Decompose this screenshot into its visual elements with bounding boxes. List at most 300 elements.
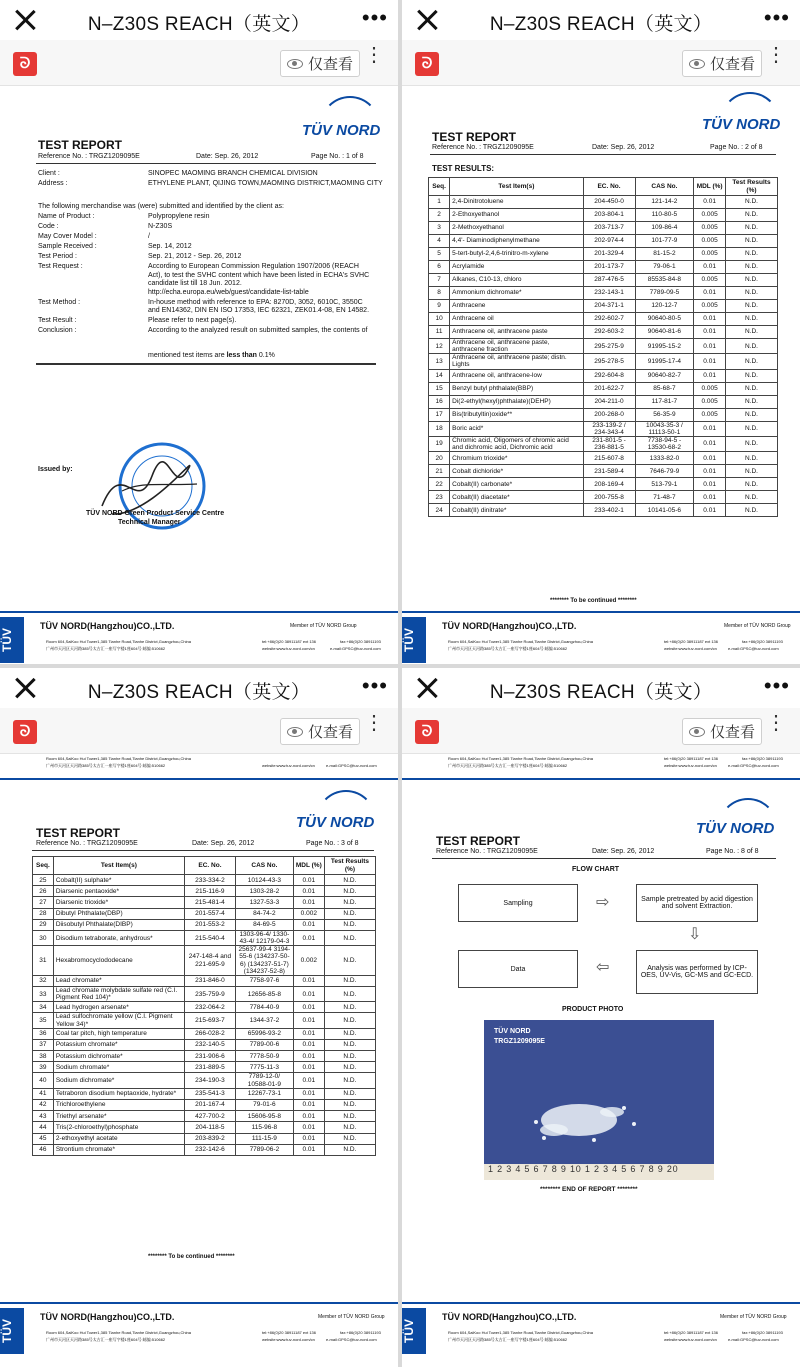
table-cell: 10043-35-3 / 11113-50-1 — [635, 421, 694, 436]
table-row — [33, 1099, 376, 1110]
table-cell: 11 — [429, 326, 450, 339]
viewer-toolbar — [0, 40, 398, 86]
table-cell: 0.01 — [293, 897, 324, 908]
table-cell: 34 — [33, 1002, 54, 1013]
table-cell: N.D. — [725, 300, 777, 313]
table-row — [33, 886, 376, 897]
table-row — [429, 274, 778, 287]
table-cell: 215-693-7 — [184, 1013, 235, 1028]
table-cell: N.D. — [324, 1111, 375, 1122]
page-footer — [0, 611, 398, 664]
footer-email: e-mail:GPSC@tuv-nord.com — [728, 763, 779, 768]
table-cell: 215-481-4 — [184, 897, 235, 908]
table-cell: 0.01 — [694, 369, 726, 382]
table-cell: 71-48-7 — [635, 491, 694, 504]
table-cell: 4 — [429, 235, 450, 248]
table-cell: 101-77-9 — [635, 235, 694, 248]
table-cell: 7738-94-5 - 13530-68-2 — [635, 436, 694, 451]
reference-no: Reference No. : TRGZ1209095E — [436, 848, 538, 855]
table-row — [33, 1002, 376, 1013]
footer-tel: tel:+86(0)20 38911187 ext 136 — [664, 1330, 719, 1335]
table-row — [429, 369, 778, 382]
table-cell: N.D. — [725, 421, 777, 436]
client-label: Client : — [38, 170, 60, 177]
table-cell: 0.01 — [694, 287, 726, 300]
table-cell: 201-553-2 — [184, 919, 235, 930]
footer-member: Member of TÜV NORD Group — [290, 623, 357, 629]
table-cell: 110-80-5 — [635, 209, 694, 222]
flow-box-data: Data — [458, 950, 578, 988]
table-cell: 36 — [33, 1028, 54, 1039]
table-cell: 16 — [429, 395, 450, 408]
table-cell: 0.01 — [293, 1073, 324, 1088]
table-cell: 233-402-1 — [583, 504, 635, 517]
table-cell: Lead hydrogen arsenate* — [53, 1002, 184, 1013]
reference-no: Reference No. : TRGZ1209095E — [38, 153, 140, 160]
view-only-label: 仅查看 — [307, 724, 353, 741]
table-cell: 7789-00-6 — [236, 1039, 294, 1050]
arrow-left-icon: ⇦ — [596, 959, 610, 976]
table-cell: 203-804-1 — [583, 209, 635, 222]
table-cell: 295-278-5 — [583, 354, 635, 369]
table-cell: 200-268-0 — [583, 408, 635, 421]
table-header-row — [33, 857, 376, 875]
table-cell: 35 — [33, 1013, 54, 1028]
table-cell: 39 — [33, 1062, 54, 1073]
table-cell: N.D. — [324, 1002, 375, 1013]
table-row — [429, 313, 778, 326]
table-cell: 0.005 — [694, 209, 726, 222]
field-value: Sep. 14, 2012 — [148, 243, 192, 250]
page-footer — [0, 1302, 398, 1356]
table-cell: 0.002 — [293, 908, 324, 919]
table-cell: 232-140-5 — [184, 1039, 235, 1050]
table-cell: 0.01 — [694, 339, 726, 354]
window-title: N–Z30S REACH（英文） — [489, 14, 713, 35]
table-cell: 84-74-2 — [236, 908, 294, 919]
results-table-2 — [32, 856, 376, 1156]
table-cell: 12 — [429, 339, 450, 354]
table-cell: 0.01 — [694, 465, 726, 478]
table-row — [33, 986, 376, 1001]
table-row — [429, 354, 778, 369]
tuv-nord-logo: TÜV NORD — [302, 122, 381, 139]
table-cell: N.D. — [725, 436, 777, 451]
table-cell: N.D. — [725, 313, 777, 326]
flow-box-analysis: Analysis was performed by ICP-OES, UV-Vis, GC-MS and GC-ECD. — [636, 950, 758, 994]
table-cell: 201-329-4 — [583, 248, 635, 261]
footer-fax: fax:+86(0)20 38911193 — [742, 639, 783, 644]
kebab-menu-icon[interactable]: ⋮ — [766, 44, 786, 66]
table-cell: N.D. — [324, 1013, 375, 1028]
table-cell: 235-759-9 — [184, 986, 235, 1001]
address-value: ETHYLENE PLANT, QIJING TOWN,MAOMING DISTRICT,MAOMING CITY — [148, 180, 383, 187]
table-cell: N.D. — [324, 1062, 375, 1073]
table-cell: 81-15-2 — [635, 248, 694, 261]
table-header-row — [429, 178, 778, 196]
table-cell: 117-81-7 — [635, 395, 694, 408]
footer-fax: fax:+86(0)20 38911193 — [742, 756, 783, 761]
table-row — [429, 436, 778, 451]
table-cell: 12656-85-8 — [236, 986, 294, 1001]
column-header: Test Results (%) — [725, 178, 777, 196]
table-row — [429, 395, 778, 408]
footer-fax: fax:+86(0)20 38911193 — [340, 1330, 381, 1335]
pdf-icon: ᘐ — [13, 52, 37, 76]
report-date: Date: Sep. 26, 2012 — [592, 144, 655, 151]
column-header: Test Item(s) — [53, 857, 184, 875]
table-cell: 9 — [429, 300, 450, 313]
table-cell: Disodium tetraborate, anhydrous* — [53, 930, 184, 945]
previous-page-footer-edge — [0, 754, 398, 780]
table-cell: Diarsenic trioxide* — [53, 897, 184, 908]
table-row — [33, 1039, 376, 1050]
table-cell: Cobalt(II) carbonate* — [450, 478, 583, 491]
view-only-button[interactable] — [682, 50, 762, 77]
footer-address-cn: 广州市天河区天河路385号太古汇一座写字楼1座604号 邮编:510662 — [448, 763, 568, 768]
footer-email: e-mail:GPSC@tuv-nord.com — [326, 1337, 377, 1342]
footer-website: website:www.tuv-nord.com/cn — [262, 763, 315, 768]
viewer-toolbar — [402, 40, 800, 86]
table-row — [33, 897, 376, 908]
table-row — [33, 1013, 376, 1028]
viewer-panel-page-2 — [402, 0, 800, 664]
table-cell: 21 — [429, 465, 450, 478]
table-cell: 0.01 — [694, 504, 726, 517]
signatory-title: Technical Manager — [118, 519, 181, 526]
table-row — [429, 452, 778, 465]
document-page[interactable] — [0, 754, 398, 1367]
table-cell: 2-Ethoxyethanol — [450, 209, 583, 222]
table-cell: 0.005 — [694, 395, 726, 408]
table-row — [429, 222, 778, 235]
table-cell: 231-846-0 — [184, 975, 235, 986]
table-cell: 90640-81-6 — [635, 326, 694, 339]
table-cell: N.D. — [324, 886, 375, 897]
field-value: In-house method with reference to EPA: 8270D, 3052, 6010C, 3550C — [148, 298, 363, 306]
footer-address-cn: 广州市天河区天河路385号太古汇一座写字楼1座604号 邮编:510662 — [46, 646, 166, 651]
table-cell: 24 — [429, 504, 450, 517]
footer-email: e-mail:GPSC@tuv-nord.com — [728, 646, 779, 651]
more-icon[interactable]: ••• — [361, 5, 388, 30]
footer-tel: tel:+86(0)20 38911187 ext 136 — [262, 639, 317, 644]
footer-address-en: Room 604,SaiKoo Hui Tower1,385 Tianhe Road,Tianhe District,Guangzhou,China — [46, 639, 191, 644]
table-cell: 28 — [33, 908, 54, 919]
table-cell: N.D. — [324, 975, 375, 986]
table-cell: N.D. — [324, 1144, 375, 1155]
footer-member: Member of TÜV NORD Group — [720, 1314, 787, 1320]
table-cell: N.D. — [725, 395, 777, 408]
column-header: EC. No. — [583, 178, 635, 196]
table-cell: 32 — [33, 975, 54, 986]
view-only-button[interactable] — [280, 50, 360, 77]
table-cell: N.D. — [725, 382, 777, 395]
pdf-icon: ᘐ — [415, 720, 439, 744]
previous-page-footer-edge — [402, 754, 800, 780]
table-cell: N.D. — [324, 919, 375, 930]
table-cell: 201-622-7 — [583, 382, 635, 395]
table-cell: N.D. — [324, 897, 375, 908]
table-cell: 26 — [33, 886, 54, 897]
table-row — [429, 300, 778, 313]
table-cell: 109-86-4 — [635, 222, 694, 235]
table-cell: Ammonium dichromate* — [450, 287, 583, 300]
pdf-icon: ᘐ — [415, 52, 439, 76]
table-cell: 0.01 — [293, 875, 324, 886]
table-cell: 232-064-2 — [184, 1002, 235, 1013]
conclusion-line-2 — [148, 352, 275, 359]
column-header: MDL (%) — [694, 178, 726, 196]
table-cell: Acrylamide — [450, 261, 583, 274]
table-cell: 235-541-3 — [184, 1088, 235, 1099]
footer-company: TÜV NORD(Hangzhou)CO.,LTD. — [40, 1312, 175, 1322]
table-cell: 10141-05-6 — [635, 504, 694, 517]
field-label: Test Period : — [38, 253, 77, 260]
table-cell: 0.01 — [694, 436, 726, 451]
table-cell: 204-371-1 — [583, 300, 635, 313]
end-of-report: ******** END OF REPORT ******** — [540, 1186, 638, 1193]
table-cell: Cobalt(II) dinitrate* — [450, 504, 583, 517]
table-row — [429, 326, 778, 339]
table-cell: Tetraboron disodium heptaoxide, hydrate* — [53, 1088, 184, 1099]
table-cell: N.D. — [725, 465, 777, 478]
table-cell: 79-06-1 — [635, 261, 694, 274]
column-header: Seq. — [33, 857, 54, 875]
view-only-button[interactable] — [280, 718, 360, 745]
table-row — [429, 465, 778, 478]
table-cell: 45 — [33, 1133, 54, 1144]
table-cell: 115-96-8 — [236, 1122, 294, 1133]
footer-tel: tel:+86(0)20 38911187 ext 136 — [262, 1330, 317, 1335]
table-cell: 201-173-7 — [583, 261, 635, 274]
table-row — [33, 1073, 376, 1088]
table-cell: 0.005 — [694, 222, 726, 235]
viewer-toolbar — [0, 708, 398, 754]
footer-member: Member of TÜV NORD Group — [724, 623, 791, 629]
table-cell: 41 — [33, 1088, 54, 1099]
table-cell: Lead chromate molybdate sulfate red (C.I. Pigment Red 104)* — [53, 986, 184, 1001]
footer-fax: fax:+86(0)20 38911193 — [340, 639, 381, 644]
table-row — [33, 1122, 376, 1133]
kebab-menu-icon[interactable]: ⋮ — [364, 712, 384, 734]
table-cell: 1333-82-0 — [635, 452, 694, 465]
document-page[interactable] — [402, 86, 800, 664]
table-cell: 1303-96-4/ 1330-43-4/ 12179-04-3 — [236, 930, 294, 945]
footer-website: website:www.tuv-nord.com/cn — [664, 763, 717, 768]
rule — [36, 163, 376, 164]
column-header: CAS No. — [635, 178, 694, 196]
rule — [432, 858, 776, 859]
table-cell: 232-143-1 — [583, 287, 635, 300]
table-cell: 4,4'- Diaminodiphenylmethane — [450, 235, 583, 248]
table-cell: Sodium dichromate* — [53, 1073, 184, 1088]
table-cell: Triethyl arsenate* — [53, 1111, 184, 1122]
field-label: Name of Product : — [38, 213, 95, 220]
table-cell: Dibutyl Phthalate(DBP) — [53, 908, 184, 919]
document-page[interactable] — [402, 754, 800, 1367]
conclusion-text-b: less than — [226, 352, 257, 359]
page-footer — [402, 1302, 800, 1356]
footer-website: website:www.tuv-nord.com/cn — [664, 646, 717, 651]
table-cell: 44 — [33, 1122, 54, 1133]
table-cell: Hexabromocyclododecane — [53, 946, 184, 976]
table-row — [429, 478, 778, 491]
resin-pellets — [484, 1020, 714, 1180]
field-value: Polypropylene resin — [148, 213, 210, 220]
table-cell: 0.01 — [293, 1111, 324, 1122]
title-bar — [0, 668, 398, 708]
table-row — [429, 248, 778, 261]
flow-chart-title: FLOW CHART — [572, 866, 620, 873]
table-row — [429, 504, 778, 517]
table-cell: N.D. — [725, 248, 777, 261]
table-cell: 287-476-5 — [583, 274, 635, 287]
table-row — [33, 1051, 376, 1062]
table-cell: 0.01 — [694, 326, 726, 339]
table-cell: 0.01 — [694, 261, 726, 274]
table-cell: N.D. — [725, 408, 777, 421]
table-cell: Anthracene oil, anthracene-low — [450, 369, 583, 382]
photo-label-brand: TÜV NORD — [494, 1028, 531, 1035]
table-cell: Coal tar pitch, high temperature — [53, 1028, 184, 1039]
rule — [430, 154, 776, 155]
table-cell: 292-603-2 — [583, 326, 635, 339]
table-cell: N.D. — [725, 339, 777, 354]
table-cell: 0.01 — [694, 196, 726, 209]
report-date: Date: Sep. 26, 2012 — [592, 848, 655, 855]
table-cell: N.D. — [725, 326, 777, 339]
table-cell: Chromic acid, Oligomers of chromic acid and dichromic acid, Dichromic acid — [450, 436, 583, 451]
table-cell: Strontium chromate* — [53, 1144, 184, 1155]
table-cell: N.D. — [725, 222, 777, 235]
table-cell: 0.01 — [293, 930, 324, 945]
issued-by: Issued by: — [38, 466, 73, 473]
table-cell: 5 — [429, 248, 450, 261]
table-cell: Anthracene oil, anthracene paste, anthracene fraction — [450, 339, 583, 354]
intro-text: The following merchandise was (were) submitted and identified by the client as: — [38, 203, 284, 210]
table-row — [429, 196, 778, 209]
table-cell: 37 — [33, 1039, 54, 1050]
footer-company: TÜV NORD(Hangzhou)CO.,LTD. — [442, 1312, 577, 1322]
table-cell: 91995-17-4 — [635, 354, 694, 369]
viewer-toolbar — [402, 708, 800, 754]
rule — [32, 850, 374, 851]
table-row — [429, 209, 778, 222]
more-icon[interactable]: ••• — [763, 673, 790, 698]
product-photo-title: PRODUCT PHOTO — [562, 1006, 624, 1013]
table-cell: 56-35-9 — [635, 408, 694, 421]
table-cell: 17 — [429, 408, 450, 421]
table-cell: N.D. — [324, 946, 375, 976]
to-be-continued: ******** To be continued ******** — [550, 598, 637, 604]
eye-icon — [287, 727, 303, 737]
table-cell: 231-889-5 — [184, 1062, 235, 1073]
photo-ruler: 1 2 3 4 5 6 7 8 9 10 1 2 3 4 5 6 7 8 9 20 — [484, 1164, 714, 1180]
report-title: TEST REPORT — [436, 834, 521, 848]
field-value: N-Z30S — [148, 223, 173, 230]
footer-address-en: Room 604,SaiKoo Hui Tower1,385 Tianhe Road,Tianhe District,Guangzhou,China — [448, 756, 593, 761]
kebab-menu-icon[interactable]: ⋮ — [766, 712, 786, 734]
table-cell: 43 — [33, 1111, 54, 1122]
table-cell: 12267-73-1 — [236, 1088, 294, 1099]
table-cell: Cobalt(II) diacetate* — [450, 491, 583, 504]
table-row — [429, 287, 778, 300]
footer-address-cn: 广州市天河区天河路385号太古汇一座写字楼1座604号 邮编:510662 — [46, 1337, 166, 1342]
field-value: candidate list till 18 Jun. 2012. — [148, 280, 242, 288]
table-cell: 90640-82-7 — [635, 369, 694, 382]
table-cell: 203-713-7 — [583, 222, 635, 235]
tuv-vertical-logo: TÜV — [402, 1308, 426, 1354]
field-value: / — [148, 233, 150, 240]
table-cell: 7758-97-6 — [236, 975, 294, 986]
table-cell: N.D. — [725, 235, 777, 248]
table-cell: 215-540-4 — [184, 930, 235, 945]
table-cell: 0.01 — [694, 478, 726, 491]
table-row — [33, 930, 376, 945]
table-cell: 1 — [429, 196, 450, 209]
table-cell: Diarsenic pentaoxide* — [53, 886, 184, 897]
table-cell: 0.005 — [694, 248, 726, 261]
table-cell: 2 — [429, 209, 450, 222]
document-page[interactable] — [0, 86, 398, 664]
more-icon[interactable]: ••• — [763, 5, 790, 30]
table-cell: N.D. — [725, 287, 777, 300]
table-cell: N.D. — [725, 369, 777, 382]
table-cell: 7789-12-0/ 10588-01-9 — [236, 1073, 294, 1088]
table-cell: Boric acid* — [450, 421, 583, 436]
kebab-menu-icon[interactable]: ⋮ — [364, 44, 384, 66]
table-row — [33, 1133, 376, 1144]
table-cell: 5-tert-butyl-2,4,6-trinitro-m-xylene — [450, 248, 583, 261]
table-row — [429, 491, 778, 504]
table-cell: 204-450-0 — [583, 196, 635, 209]
footer-company: TÜV NORD(Hangzhou)CO.,LTD. — [40, 621, 175, 631]
table-cell: Diisobutyl Phthalate(DIBP) — [53, 919, 184, 930]
table-row — [429, 408, 778, 421]
table-cell: 23 — [429, 491, 450, 504]
report-title: TEST REPORT — [432, 130, 517, 144]
table-row — [33, 1028, 376, 1039]
table-cell: 0.01 — [293, 986, 324, 1001]
table-cell: 27 — [33, 897, 54, 908]
field-value: Please refer to next page(s). — [148, 317, 237, 325]
footer-website: website:www.tuv-nord.com/cn — [664, 1337, 717, 1342]
table-cell: 0.005 — [694, 235, 726, 248]
table-cell: 295-275-9 — [583, 339, 635, 354]
table-cell: 215-116-9 — [184, 886, 235, 897]
table-cell: 46 — [33, 1144, 54, 1155]
table-cell: 0.005 — [694, 382, 726, 395]
table-cell: 25637-99-4 3194-55-6 (134237-50-6) (134237-51-7) (134237-52-8) — [236, 946, 294, 976]
table-cell: 232-142-6 — [184, 1144, 235, 1155]
footer-address-cn: 广州市天河区天河路385号太古汇一座写字楼1座604号 邮编:510662 — [448, 646, 568, 651]
flow-box-sampling: Sampling — [458, 884, 578, 922]
table-cell: N.D. — [324, 986, 375, 1001]
table-cell: 79-01-6 — [236, 1099, 294, 1110]
more-icon[interactable]: ••• — [361, 673, 388, 698]
table-cell: N.D. — [324, 1088, 375, 1099]
table-cell: 0.01 — [694, 421, 726, 436]
table-cell: 10 — [429, 313, 450, 326]
table-cell: 0.01 — [694, 491, 726, 504]
table-cell: 234-190-3 — [184, 1073, 235, 1088]
table-cell: 6 — [429, 261, 450, 274]
view-only-label: 仅查看 — [307, 56, 353, 73]
table-cell: Potassium chromate* — [53, 1039, 184, 1050]
table-cell: 7784-40-9 — [236, 1002, 294, 1013]
column-header: CAS No. — [236, 857, 294, 875]
view-only-button[interactable] — [682, 718, 762, 745]
